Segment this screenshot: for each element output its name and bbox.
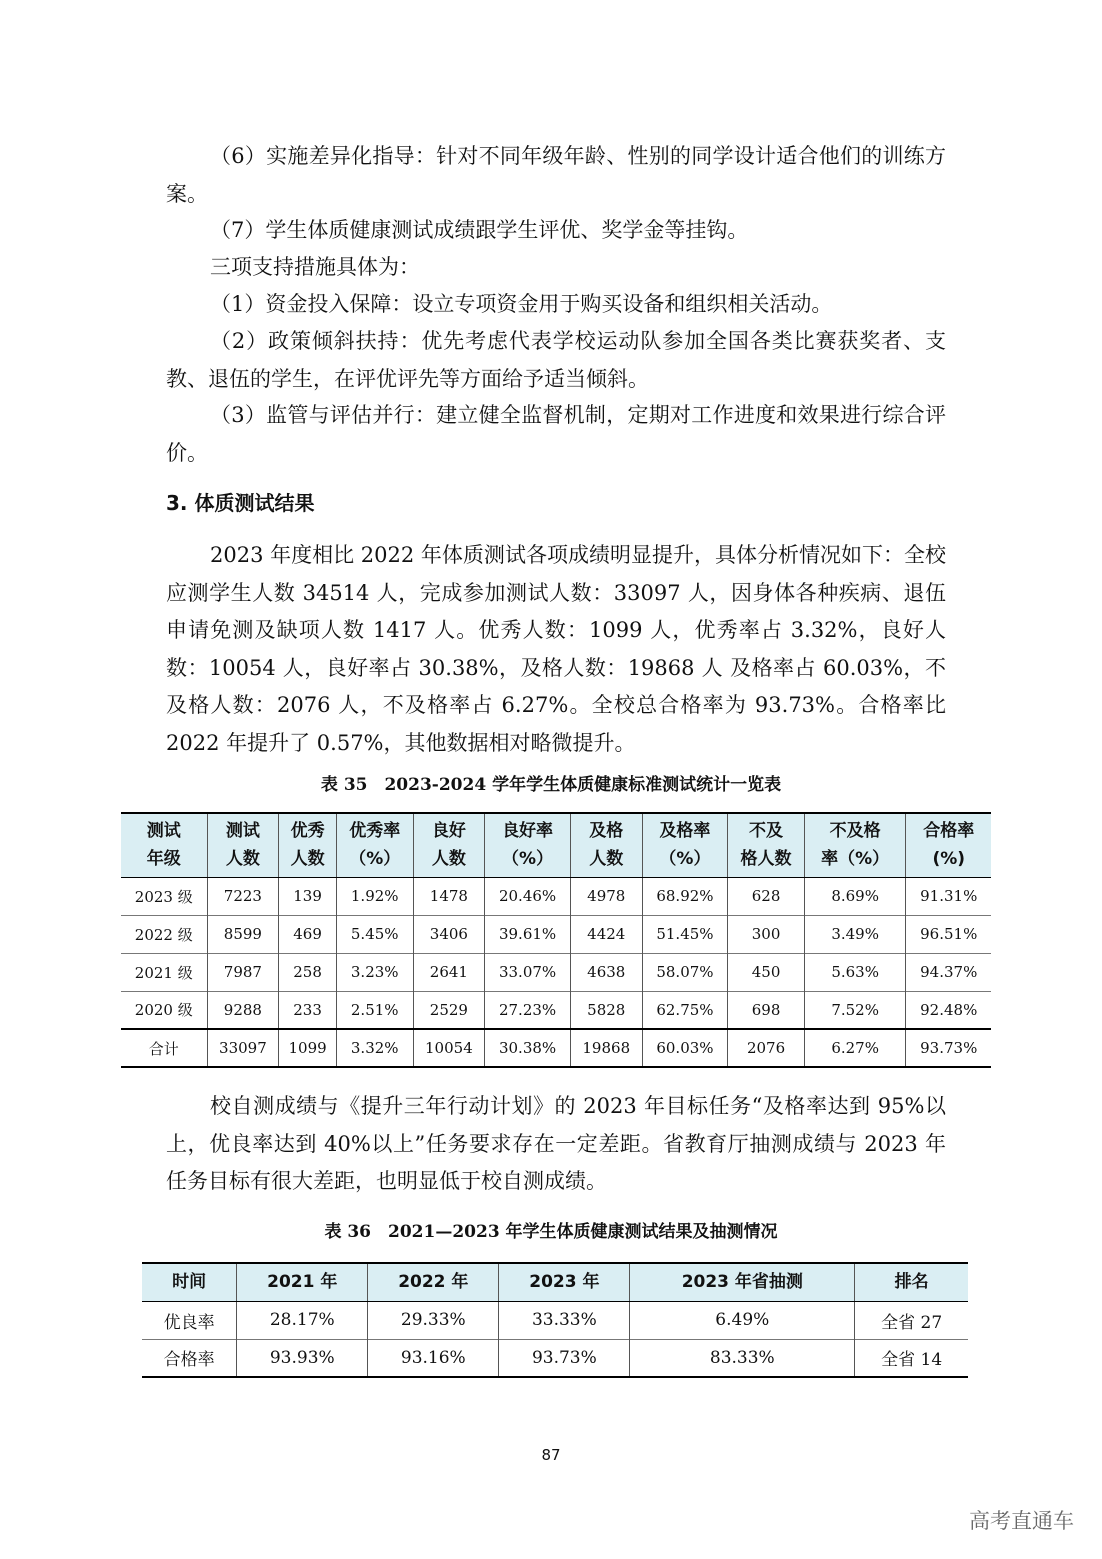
table35-cell: 33.07% — [485, 953, 571, 991]
table35-cell: 4978 — [570, 877, 642, 915]
table35-total-row — [121, 1029, 991, 1067]
table36-header-cell: 2023 年 — [499, 1263, 630, 1301]
table35-cell: 6.27% — [804, 1029, 906, 1067]
table35-caption: 表 35 2023-2024 学年学生体质健康标准测试统计一览表 — [320, 775, 782, 795]
table35-cell: 2.51% — [336, 991, 413, 1029]
table35-header-cell: 不及格 率（%） — [804, 813, 906, 877]
comparison-paragraph: 校自测成绩与《提升三年行动计划》的 2023 年目标任务“及格率达到 95%以上，优良率达到 40%以上”任务要求存在一定差距。省教育厅抽测成绩与 2023 年任务目标有很大差距，也明显低于校自测成绩。 — [166, 1094, 946, 1193]
table35-cell: 4638 — [570, 953, 642, 991]
table35-cell: 2021 级 — [134, 963, 193, 982]
table36-cell: 93.16% — [368, 1339, 499, 1377]
table35-cell: 27.23% — [485, 991, 571, 1029]
table35-cell: 96.51% — [906, 915, 991, 953]
table35-header-row — [121, 813, 991, 877]
table35-cell: 2020 级 — [134, 1001, 193, 1020]
table35-cell: 2641 — [413, 953, 485, 991]
table36-cell: 29.33% — [368, 1301, 499, 1339]
table35-cell: 4424 — [570, 915, 642, 953]
table35-cell: 92.48% — [906, 991, 991, 1029]
table35-cell: 91.31% — [906, 877, 991, 915]
table35-cell: 3.23% — [336, 953, 413, 991]
page-number: 87 — [541, 1446, 561, 1464]
table36-cell: 6.49% — [630, 1301, 855, 1339]
table35-cell: 合计 — [148, 1039, 179, 1058]
table35-cell: 258 — [279, 953, 337, 991]
paragraph-support-intro: 三项支持措施具体为： — [210, 255, 420, 279]
table35-cell: 68.92% — [642, 877, 728, 915]
table35-cell: 5.45% — [336, 915, 413, 953]
table35-cell: 2076 — [728, 1029, 805, 1067]
table35-cell: 3.32% — [336, 1029, 413, 1067]
table35 — [121, 812, 991, 1068]
table36-header-cell: 2022 年 — [368, 1263, 499, 1301]
table35-cell: 7223 — [207, 877, 279, 915]
table35-cell: 300 — [728, 915, 805, 953]
table35-cell: 698 — [728, 991, 805, 1029]
table35-header-cell: 合格率 (%) — [906, 813, 991, 877]
table35-header-cell: 优秀 人数 — [279, 813, 337, 877]
paragraph-support-3: （3）监管与评估并行：建立健全监督机制，定期对工作进度和效果进行综合评价。 — [166, 403, 946, 465]
table35-cell: 1478 — [413, 877, 485, 915]
table35-cell: 51.45% — [642, 915, 728, 953]
table36-cell: 合格率 — [163, 1350, 215, 1371]
table35-header-cell: 测试 人数 — [207, 813, 279, 877]
table35-row — [121, 915, 991, 953]
table35-cell: 20.46% — [485, 877, 571, 915]
table35-cell: 2023 级 — [134, 887, 193, 906]
table35-cell: 1099 — [279, 1029, 337, 1067]
table35-cell: 139 — [279, 877, 337, 915]
table35-cell: 93.73% — [906, 1029, 991, 1067]
table35-cell: 1.92% — [336, 877, 413, 915]
table36-header-cell: 2021 年 — [237, 1263, 368, 1301]
table36-cell: 93.73% — [499, 1339, 630, 1377]
table35-cell: 39.61% — [485, 915, 571, 953]
table35-header-cell: 良好 人数 — [413, 813, 485, 877]
table35-header-cell: 优秀率 （%） — [336, 813, 413, 877]
table35-cell: 7987 — [207, 953, 279, 991]
watermark: 高考直通车 — [969, 1509, 1074, 1533]
table35-header-cell: 良好率 （%） — [485, 813, 571, 877]
table35-cell: 9288 — [207, 991, 279, 1029]
table36-cell: 优良率 — [163, 1312, 215, 1333]
table35-cell: 3.49% — [804, 915, 906, 953]
table35-cell: 2022 级 — [134, 925, 193, 944]
table35-cell: 30.38% — [485, 1029, 571, 1067]
section-heading: 3. 体质测试结果 — [166, 491, 315, 515]
table35-cell: 8599 — [207, 915, 279, 953]
table36-header-row — [142, 1263, 968, 1301]
table36-cell: 83.33% — [630, 1339, 855, 1377]
table36-cell: 全省 14 — [855, 1339, 968, 1377]
table35-cell: 5828 — [570, 991, 642, 1029]
table35-cell: 7.52% — [804, 991, 906, 1029]
table35-cell: 33097 — [207, 1029, 279, 1067]
table35-cell: 628 — [728, 877, 805, 915]
table35-row — [121, 877, 991, 915]
paragraph-support-2: （2）政策倾斜扶持：优先考虑代表学校运动队参加全国各类比赛获奖者、支教、退伍的学生，在评优评先等方面给予适当倾斜。 — [166, 329, 946, 391]
table35-cell: 62.75% — [642, 991, 728, 1029]
paragraph-measure-6: （6）实施差异化指导：针对不同年级年龄、性别的同学设计适合他们的训练方案。 — [166, 144, 946, 206]
table35-cell: 8.69% — [804, 877, 906, 915]
table35-cell: 94.37% — [906, 953, 991, 991]
table35-cell: 60.03% — [642, 1029, 728, 1067]
paragraph-measure-7: （7）学生体质健康测试成绩跟学生评优、奖学金等挂钩。 — [210, 218, 749, 242]
table36-cell: 28.17% — [237, 1301, 368, 1339]
table36-row — [142, 1301, 968, 1339]
table35-cell: 450 — [728, 953, 805, 991]
results-paragraph: 2023 年度相比 2022 年体质测试各项成绩明显提升，具体分析情况如下：全校应测学生人数 34514 人，完成参加测试人数：33097 人，因身体各种疾病、退伍申请免测及缺项人数 1417 人。优秀人数：1099 人，优秀率占 3.32%，良好人数：10054 人，良好率占 30.38%，及格人数：19868 人 及格率占 60.03%，不及格人数：2076 人，不及格率占 6.27%。全校总合格率为 93.73%。合格率比 2022 年提升了 0.57%，其他数据相对略微提升。 — [166, 543, 946, 755]
table35-cell: 3406 — [413, 915, 485, 953]
table36-header-cell: 排名 — [855, 1263, 968, 1301]
table35-cell: 19868 — [570, 1029, 642, 1067]
table35-cell: 469 — [279, 915, 337, 953]
table35-header-cell: 不及 格人数 — [728, 813, 805, 877]
table36 — [142, 1262, 968, 1378]
table35-cell: 2529 — [413, 991, 485, 1029]
table35-header-cell: 测试 年级 — [121, 813, 207, 877]
table35-row — [121, 953, 991, 991]
table36-cell: 全省 27 — [855, 1301, 968, 1339]
table35-header-cell: 及格率 （%） — [642, 813, 728, 877]
table35-cell: 58.07% — [642, 953, 728, 991]
table36-caption: 表 36 2021—2023 年学生体质健康测试结果及抽测情况 — [324, 1222, 778, 1242]
table35-header-cell: 及格 人数 — [570, 813, 642, 877]
table35-cell: 233 — [279, 991, 337, 1029]
paragraph-support-1: （1）资金投入保障：设立专项资金用于购买设备和组织相关活动。 — [210, 292, 833, 316]
table36-header-cell: 2023 年省抽测 — [630, 1263, 855, 1301]
table36-cell: 93.93% — [237, 1339, 368, 1377]
table35-row — [121, 991, 991, 1029]
table36-row — [142, 1339, 968, 1377]
table35-cell: 5.63% — [804, 953, 906, 991]
table35-cell: 10054 — [413, 1029, 485, 1067]
table36-header-cell: 时间 — [142, 1263, 237, 1301]
table36-cell: 33.33% — [499, 1301, 630, 1339]
